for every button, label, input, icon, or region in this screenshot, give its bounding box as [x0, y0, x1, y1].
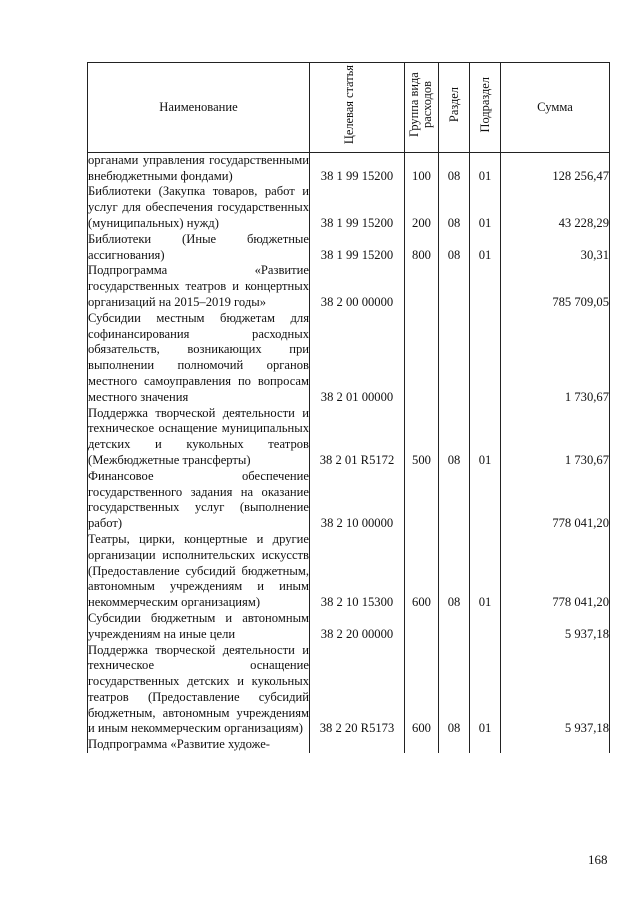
row-amount: 5 937,18 [501, 611, 610, 643]
row-code: 38 2 20 00000 [310, 611, 405, 643]
table-row [88, 643, 610, 738]
header-target-article: Целевая статья [310, 63, 405, 153]
row-code: 38 1 99 15200 [310, 232, 405, 264]
row-code: 38 2 10 00000 [310, 469, 405, 532]
row-code [310, 737, 405, 753]
row-amount: 785 709,05 [501, 263, 610, 310]
row-section: 08 [439, 152, 470, 184]
row-name: органами управления государственными внебюджетными фондами) [88, 152, 309, 183]
row-name: Библиотеки (Иные бюджетные ассигнования) [88, 231, 309, 262]
table-row [88, 406, 610, 469]
row-group [405, 611, 439, 643]
header-section: Раздел [439, 63, 470, 153]
row-section: 08 [439, 184, 470, 231]
row-subsection: 01 [470, 184, 501, 231]
row-section [439, 263, 470, 310]
row-amount: 30,31 [501, 232, 610, 264]
row-name: Поддержка творческой деятельности и техническое оснащение муниципальных детских и кукольных театров (Межбюджетные трансферты) [88, 405, 309, 467]
row-section [439, 611, 470, 643]
budget-table [87, 62, 610, 753]
table-row [88, 232, 610, 264]
row-amount: 43 228,29 [501, 184, 610, 231]
row-subsection [470, 469, 501, 532]
row-subsection: 01 [470, 532, 501, 611]
row-name: Финансовое обеспечение государственного задания на оказание государственных услуг (выполнение работ) [88, 468, 309, 531]
row-group [405, 737, 439, 753]
row-subsection [470, 737, 501, 753]
row-name: Поддержка творческой деятельности и техническое оснащение государственных детских и кукольных театров (Предоставление субсидий бюджетным, автономным учреждениям и иным некоммерческим организациям) [88, 642, 309, 736]
row-group: 200 [405, 184, 439, 231]
header-amount: Сумма [501, 63, 610, 153]
row-group [405, 469, 439, 532]
row-group: 100 [405, 152, 439, 184]
row-amount: 778 041,20 [501, 469, 610, 532]
row-name: Театры, цирки, концертные и другие организации исполнительских искусств (Предоставление субсидий бюджетным, автономным учреждениям и иным некоммерческим организациям) [88, 531, 309, 610]
row-section [439, 469, 470, 532]
row-name: Субсидии бюджетным и автономным учреждениям на иные цели [88, 610, 309, 641]
row-name: Библиотеки (Закупка товаров, работ и услуг для обеспечения государственных (муниципальных) нужд) [88, 184, 309, 230]
table-row [88, 152, 610, 184]
table-row [88, 737, 610, 753]
row-code: 38 1 99 15200 [310, 184, 405, 231]
row-section: 08 [439, 643, 470, 738]
row-name: Субсидии местным бюджетам для софинансирования расходных обязательств, возникающих при выполнении полномочий органов местного самоуправления по вопросам местного значения [88, 310, 309, 404]
row-group: 500 [405, 406, 439, 469]
row-amount: 1 730,67 [501, 406, 610, 469]
row-section [439, 311, 470, 406]
table-row [88, 263, 610, 310]
table-row [88, 311, 610, 406]
row-amount: 128 256,47 [501, 152, 610, 184]
table-row [88, 184, 610, 231]
row-group: 600 [405, 643, 439, 738]
row-amount: 5 937,18 [501, 643, 610, 738]
row-code: 38 2 01 R5172 [310, 406, 405, 469]
header-subsection: Подраздел [470, 63, 501, 153]
row-code: 38 2 01 00000 [310, 311, 405, 406]
row-group [405, 263, 439, 310]
row-name: Подпрограмма «Развитие художе- [88, 737, 310, 753]
row-subsection: 01 [470, 232, 501, 264]
page-number: 168 [588, 852, 608, 867]
row-group: 800 [405, 232, 439, 264]
row-amount: 778 041,20 [501, 532, 610, 611]
row-name: Подпрограмма «Развитие государственных театров и концертных организаций на 2015–2019 годы» [88, 263, 309, 309]
table-header-row [88, 63, 610, 153]
table-row [88, 469, 610, 532]
table-row [88, 611, 610, 643]
table-row [88, 532, 610, 611]
row-amount [501, 737, 610, 753]
row-subsection: 01 [470, 152, 501, 184]
row-section: 08 [439, 532, 470, 611]
row-code: 38 1 99 15200 [310, 152, 405, 184]
row-section: 08 [439, 406, 470, 469]
row-code: 38 2 10 15300 [310, 532, 405, 611]
row-subsection [470, 311, 501, 406]
row-section [439, 737, 470, 753]
row-subsection: 01 [470, 643, 501, 738]
row-subsection [470, 611, 501, 643]
header-expense-group: Группа вида расходов [405, 63, 439, 153]
row-subsection: 01 [470, 406, 501, 469]
header-name: Наименование [88, 63, 310, 153]
row-group: 600 [405, 532, 439, 611]
row-code: 38 2 00 00000 [310, 263, 405, 310]
row-subsection [470, 263, 501, 310]
row-section: 08 [439, 232, 470, 264]
row-code: 38 2 20 R5173 [310, 643, 405, 738]
row-group [405, 311, 439, 406]
row-amount: 1 730,67 [501, 311, 610, 406]
